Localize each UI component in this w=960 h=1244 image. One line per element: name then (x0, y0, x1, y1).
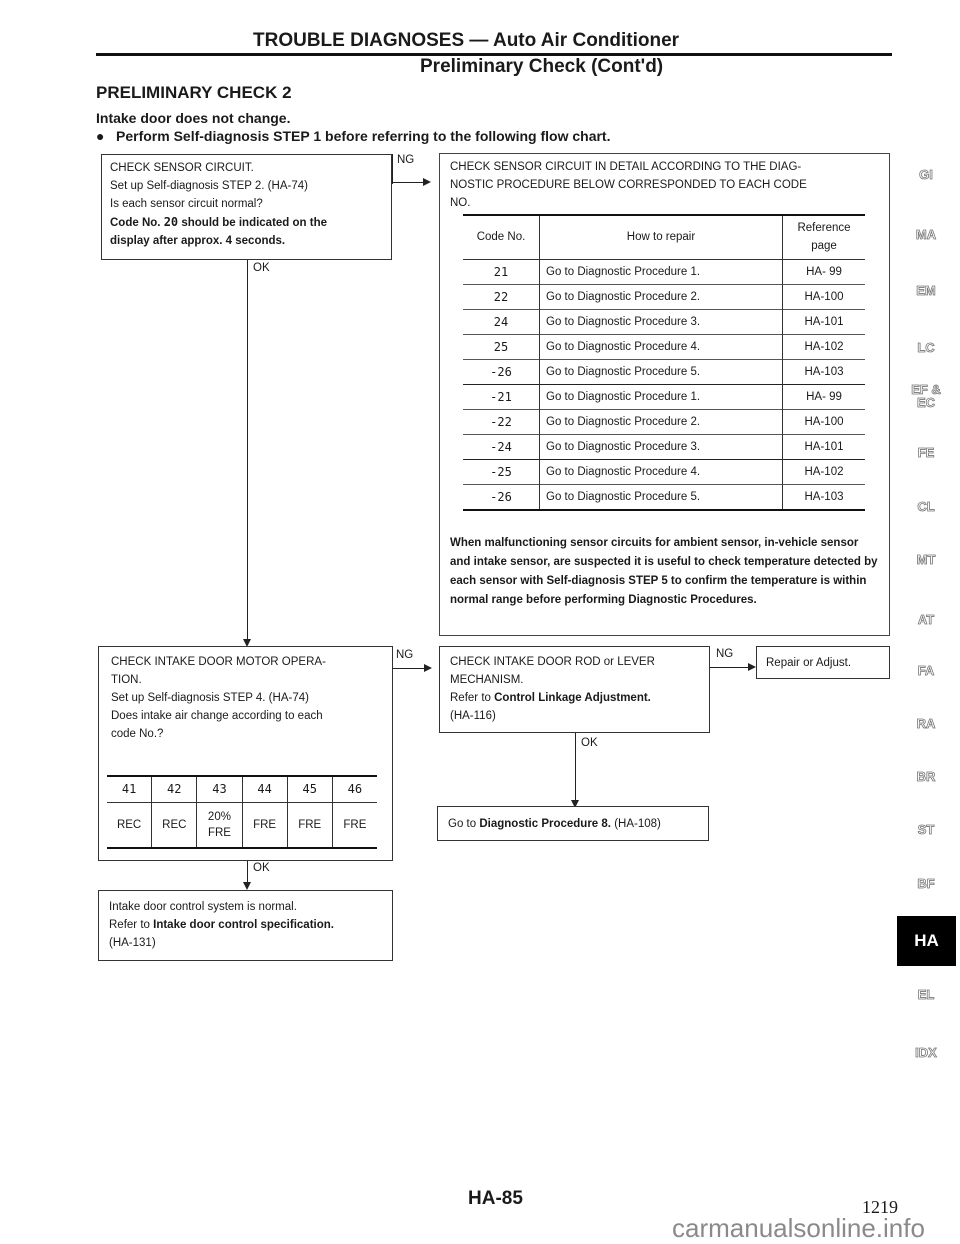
box3-line2: TION. (111, 674, 142, 686)
box3-ng-connector (393, 668, 426, 669)
instruction-text: Perform Self-diagnosis STEP 1 before referring to the following flow chart. (116, 128, 611, 144)
box6-text: Repair or Adjust. (766, 657, 852, 669)
intake-door-spec-link[interactable]: Intake door control specification. (153, 919, 334, 931)
side-tab-lc[interactable]: LC (917, 340, 935, 355)
mode-value: FRE (242, 802, 287, 848)
side-tab-ha-active[interactable]: HA (897, 916, 956, 966)
ng-label-1: NG (397, 154, 415, 166)
table-row: 22 Go to Diagnostic Procedure 2. HA-100 (463, 284, 865, 309)
symptom-text: Intake door does not change. (96, 110, 291, 126)
side-tab-cl[interactable]: CL (917, 499, 935, 514)
header-how-to-repair: How to repair (540, 215, 783, 259)
box3-line5: code No.? (111, 728, 164, 740)
arrow-down-icon (243, 882, 251, 890)
box5-ng-connector (710, 667, 750, 668)
side-tab-el[interactable]: EL (917, 987, 935, 1002)
box4-line1: Intake door control system is normal. (109, 901, 297, 913)
box5-line4: (HA-116) (450, 710, 496, 722)
header-reference-page: Reference page (783, 215, 866, 259)
box1-ok-connector (247, 260, 248, 640)
ng-label-2: NG (396, 649, 414, 661)
side-tab-gi[interactable]: GI (919, 167, 933, 182)
box5-line2: MECHANISM. (450, 674, 524, 686)
check-door-rod-lever-box (439, 646, 710, 733)
instruction-bullet (96, 128, 610, 144)
side-tab-at[interactable]: AT (917, 612, 935, 627)
mode-value: FRE (332, 802, 377, 848)
box1-ng-connector-v (392, 154, 393, 184)
mode-code: 43 (197, 776, 242, 802)
box3-line4: Does intake air change according to each (111, 710, 323, 722)
box1-line1: CHECK SENSOR CIRCUIT. (110, 162, 254, 174)
mode-code: 42 (152, 776, 197, 802)
table-row: -24 Go to Diagnostic Procedure 3. HA-101 (463, 434, 865, 459)
lcd-code-20: 20 (163, 215, 179, 229)
side-tab-fa[interactable]: FA (917, 663, 935, 678)
box4-line3: (HA-131) (109, 937, 156, 949)
box2-line2: NOSTIC PROCEDURE BELOW CORRESPONDED TO EACH CODE (450, 179, 807, 191)
control-linkage-link[interactable]: Control Linkage Adjustment. (494, 692, 651, 704)
ok-label-2: OK (253, 862, 270, 874)
side-tab-mt[interactable]: MT (916, 552, 936, 567)
arrow-right-icon (748, 663, 756, 671)
box5-ok-connector (575, 733, 576, 801)
side-tab-idx[interactable]: IDX (915, 1045, 937, 1060)
table-row: -26 Go to Diagnostic Procedure 5. HA-103 (463, 359, 865, 384)
box2-line3: NO. (450, 197, 471, 209)
section-title: PRELIMINARY CHECK 2 (96, 83, 292, 102)
mode-value: REC (116, 818, 142, 831)
table-row: -22 Go to Diagnostic Procedure 2. HA-100 (463, 409, 865, 434)
mode-code: 41 (121, 782, 137, 797)
table-row: -25 Go to Diagnostic Procedure 4. HA-102 (463, 459, 865, 484)
box5-line3: Refer to Control Linkage Adjustment. (450, 692, 651, 704)
table-row: 21 Go to Diagnostic Procedure 1. HA- 99 (463, 259, 865, 284)
page-header-subtitle: Preliminary Check (Cont'd) (420, 56, 664, 77)
box3-ok-connector (247, 861, 248, 883)
watermark: carmanualsonline.info (672, 1213, 925, 1243)
side-tab-ra[interactable]: RA (916, 716, 936, 731)
ok-label-3: OK (581, 737, 598, 749)
mode-value: REC (152, 802, 197, 848)
code-repair-table (463, 214, 865, 511)
repair-or-adjust-box (756, 646, 890, 679)
box1-line3: Is each sensor circuit normal? (110, 198, 263, 210)
bullet-icon: ● (96, 128, 105, 144)
page-header-title: TROUBLE DIAGNOSES — Auto Air Conditioner (253, 30, 680, 51)
door-mode-table (107, 775, 377, 849)
side-tab-ef-ec[interactable]: EF & EC (911, 382, 941, 410)
mode-value: 20% FRE (197, 802, 242, 848)
diagnostic-procedure-8-box (437, 806, 709, 841)
intake-door-normal-box (98, 890, 393, 961)
box1-line2: Set up Self-diagnosis STEP 2. (HA-74) (110, 180, 308, 192)
box5-line1: CHECK INTAKE DOOR ROD or LEVER (450, 656, 655, 668)
side-tab-br[interactable]: BR (916, 769, 936, 784)
table-row: 25 Go to Diagnostic Procedure 4. HA-102 (463, 334, 865, 359)
box3-line3: Set up Self-diagnosis STEP 4. (HA-74) (111, 692, 309, 704)
mode-code: 45 (287, 776, 332, 802)
arrow-right-icon (424, 664, 432, 672)
table-row: 24 Go to Diagnostic Procedure 3. HA-101 (463, 309, 865, 334)
side-tab-em[interactable]: EM (916, 283, 936, 298)
side-tab-st[interactable]: ST (917, 822, 935, 837)
mode-value: FRE (287, 802, 332, 848)
diagnostic-procedure-8-link[interactable]: Diagnostic Procedure 8. (479, 818, 611, 830)
ok-label-1: OK (253, 262, 270, 274)
table-row: -21 Go to Diagnostic Procedure 1. HA- 99 (463, 384, 865, 409)
box4-line2: Refer to Intake door control specification. (109, 919, 334, 931)
box2-line1: CHECK SENSOR CIRCUIT IN DETAIL ACCORDING TO THE DIAG- (450, 161, 802, 173)
box7-text: Go to Diagnostic Procedure 8. (HA-108) (448, 818, 661, 830)
mode-code: 44 (242, 776, 287, 802)
box1-line4: Code No. 20 should be indicated on the (110, 215, 328, 229)
check-sensor-circuit-box (101, 154, 392, 260)
arrow-right-icon (423, 178, 431, 186)
sensor-note: When malfunctioning sensor circuits for ambient sensor, in-vehicle sensor and intake sensor, are suspected it is useful to check temperature detected by each sensor with Self-diagnosis STEP 5 to confirm the temperature is within normal range before performing Diagnostic Procedures. (450, 537, 878, 606)
page-number: 1219 (862, 1197, 898, 1217)
side-tab-ma[interactable]: MA (915, 227, 937, 242)
box1-line5: display after approx. 4 seconds. (110, 235, 286, 247)
page-label: HA-85 (468, 1188, 523, 1209)
ng-label-3: NG (716, 648, 734, 660)
box1-ng-connector-h (392, 182, 426, 183)
table-row: -26 Go to Diagnostic Procedure 5. HA-103 (463, 484, 865, 510)
side-tab-bf[interactable]: BF (917, 876, 935, 891)
mode-code: 46 (332, 776, 377, 802)
header-code-no: Code No. (476, 231, 526, 244)
box3-line1: CHECK INTAKE DOOR MOTOR OPERA- (111, 656, 326, 668)
side-tab-fe[interactable]: FE (917, 445, 935, 460)
